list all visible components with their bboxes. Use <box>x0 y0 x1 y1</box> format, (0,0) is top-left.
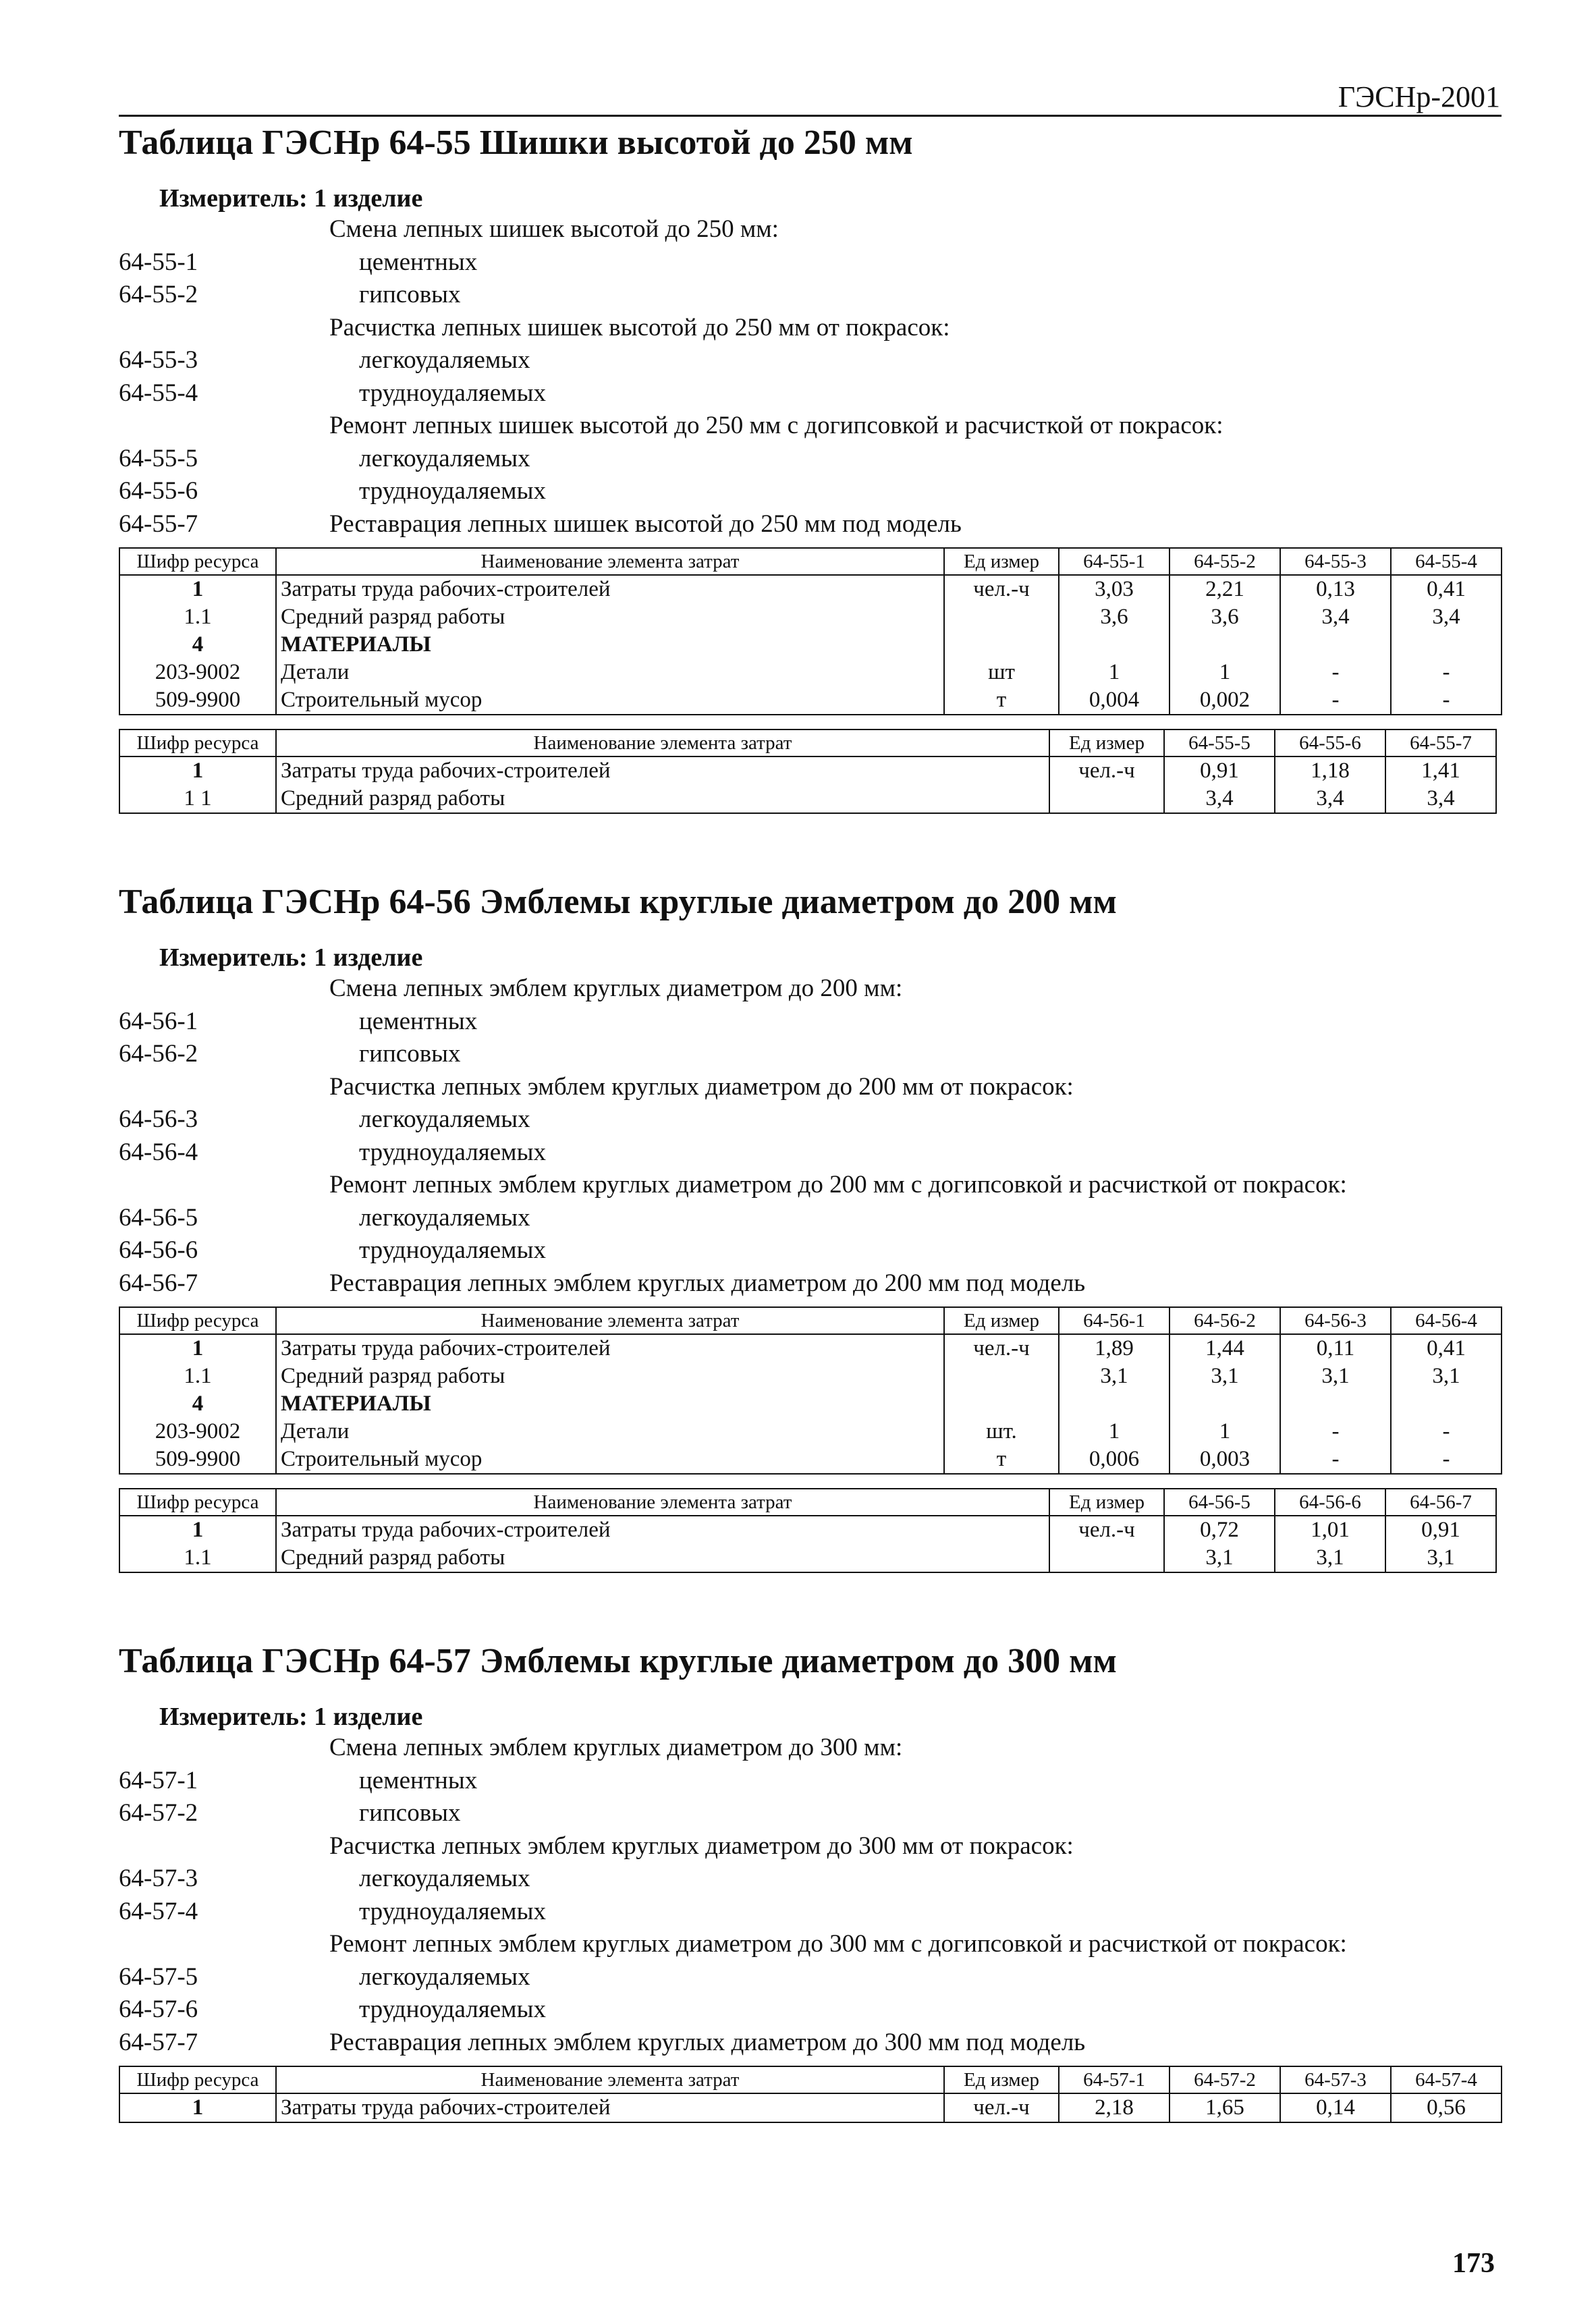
table-cell: чел.-ч <box>944 575 1059 603</box>
table-header-cell: Шифр ресурса <box>119 2066 276 2093</box>
norm-code: 64-55-5 <box>119 444 198 472</box>
table-cell: 0,72 <box>1164 1516 1275 1544</box>
table-cell: Затраты труда рабочих-строителей <box>276 2093 944 2122</box>
norm-text: легкоудаляемых <box>359 1203 530 1232</box>
norm-item <box>119 1896 1509 1929</box>
table-cell <box>1049 785 1164 813</box>
table-cell: 3,1 <box>1391 1363 1502 1390</box>
table-cell: 1 1 <box>119 785 276 813</box>
table-row <box>119 686 1502 715</box>
norm-code: 64-57-5 <box>119 1962 198 1991</box>
norm-code <box>119 1071 329 1104</box>
norm-text: трудноудаляемых <box>359 1897 546 1925</box>
table-cell: 0,006 <box>1059 1446 1170 1474</box>
table-cell: 3,1 <box>1059 1363 1170 1390</box>
table-cell: 3,6 <box>1059 603 1170 631</box>
norm-text: трудноудаляемых <box>359 1996 546 2023</box>
meter-line: Измеритель: 1 изделие <box>159 184 423 213</box>
table-header-cell: 64-57-2 <box>1170 2066 1280 2093</box>
table-cell: 203-9002 <box>119 1418 276 1446</box>
table-header-cell: 64-55-5 <box>1164 730 1275 756</box>
table-cell: 3,4 <box>1391 603 1502 631</box>
norm-code: 64-56-5 <box>119 1203 198 1232</box>
table-cell: 3,4 <box>1275 785 1385 813</box>
norm-item <box>119 312 1509 345</box>
table-cell: 1,18 <box>1275 756 1385 785</box>
table-cell: 1 <box>1170 1418 1280 1446</box>
norm-item <box>119 1103 1509 1136</box>
table-header-cell: 64-56-3 <box>1280 1307 1391 1334</box>
section-title: Таблица ГЭСНр 64-57 Эмблемы круглые диаметром до 300 мм <box>119 1642 1117 1680</box>
table-header-cell: 64-56-7 <box>1385 1489 1496 1516</box>
table-header-cell: Наименование элемента затрат <box>276 1307 944 1334</box>
table-cell: чел.-ч <box>944 1334 1059 1363</box>
table-cell: 0,41 <box>1391 1334 1502 1363</box>
table-header-cell: Ед измер <box>944 1307 1059 1334</box>
table-row <box>119 575 1502 603</box>
norm-text: Реставрация лепных эмблем круглых диаметром до 300 мм под модель <box>329 2028 1086 2056</box>
norm-item <box>119 1732 1509 1765</box>
resource-table <box>119 1488 1497 1573</box>
norm-code: 64-55-6 <box>119 477 198 505</box>
table-header-cell: 64-55-1 <box>1059 548 1170 575</box>
table-header-cell: 64-57-1 <box>1059 2066 1170 2093</box>
table-cell: 3,1 <box>1280 1363 1391 1390</box>
table-cell: 2,21 <box>1170 575 1280 603</box>
table-header-cell: 64-55-7 <box>1385 730 1496 756</box>
norm-item <box>119 213 1509 246</box>
norm-item <box>119 377 1509 410</box>
table-cell: Затраты труда рабочих-строителей <box>276 1334 944 1363</box>
table-cell: Средний разряд работы <box>276 1363 944 1390</box>
norm-text: легкоудаляемых <box>359 1105 530 1133</box>
table-cell: 1,65 <box>1170 2093 1280 2122</box>
table-cell: 3,6 <box>1170 603 1280 631</box>
table-row <box>119 785 1496 813</box>
table-header-cell: Ед измер <box>1049 730 1164 756</box>
table-cell <box>1049 1544 1164 1572</box>
norm-code: 64-56-6 <box>119 1236 198 1264</box>
section-64-55 <box>119 121 1509 814</box>
table-cell: 1 <box>1059 1418 1170 1446</box>
table-cell: 1,41 <box>1385 756 1496 785</box>
table-cell <box>944 603 1059 631</box>
table-header-cell: Ед измер <box>1049 1489 1164 1516</box>
table-cell: Затраты труда рабочих-строителей <box>276 1516 1049 1544</box>
table-header-cell: 64-56-2 <box>1170 1307 1280 1334</box>
table-cell: МАТЕРИАЛЫ <box>276 1390 944 1418</box>
meter-line: Измеритель: 1 изделие <box>159 1703 423 1731</box>
table-header-cell: 64-55-2 <box>1170 548 1280 575</box>
table-row <box>119 659 1502 686</box>
norm-code <box>119 1830 329 1863</box>
norm-item <box>119 1169 1509 1202</box>
norm-code <box>119 1169 329 1202</box>
norm-item <box>119 1797 1509 1830</box>
table-cell: 1 <box>119 2093 276 2122</box>
norm-code: 64-56-2 <box>119 1040 198 1068</box>
table-cell <box>944 631 1059 659</box>
table-cell: 0,91 <box>1164 756 1275 785</box>
norm-text: гипсовых <box>359 281 461 308</box>
table-cell: 4 <box>119 1390 276 1418</box>
table-cell: 203-9002 <box>119 659 276 686</box>
table-header-cell: 64-56-4 <box>1391 1307 1502 1334</box>
table-cell: 3,4 <box>1385 785 1496 813</box>
table-header-cell: Шифр ресурса <box>119 730 276 756</box>
table-header-cell: Наименование элемента затрат <box>276 2066 944 2093</box>
norm-text: Смена лепных эмблем круглых диаметром до 200 мм: <box>329 974 903 1002</box>
table-cell: 1,44 <box>1170 1334 1280 1363</box>
norm-text: цементных <box>359 1007 478 1035</box>
table-cell: - <box>1280 659 1391 686</box>
table-cell <box>1391 1390 1502 1418</box>
norm-code <box>119 1732 329 1765</box>
norm-item <box>119 2027 1509 2060</box>
table-cell: 509-9900 <box>119 686 276 715</box>
table-cell: 3,1 <box>1170 1363 1280 1390</box>
section-64-56 <box>119 881 1509 1573</box>
table-cell <box>944 1390 1059 1418</box>
table-row <box>119 1363 1502 1390</box>
table-header-cell: Наименование элемента затрат <box>276 730 1049 756</box>
table-header-cell: Шифр ресурса <box>119 1307 276 1334</box>
table-cell: 0,004 <box>1059 686 1170 715</box>
norm-text: Реставрация лепных шишек высотой до 250 мм под модель <box>329 510 962 538</box>
table-cell: 0,41 <box>1391 575 1502 603</box>
meter-line: Измеритель: 1 изделие <box>159 943 423 972</box>
table-header-row <box>119 730 1496 756</box>
table-cell: Детали <box>276 659 944 686</box>
norm-item <box>119 1267 1509 1300</box>
table-cell: 3,03 <box>1059 575 1170 603</box>
table-cell: 1.1 <box>119 1363 276 1390</box>
table-header-cell: 64-57-4 <box>1391 2066 1502 2093</box>
norm-item <box>119 1071 1509 1104</box>
norm-item <box>119 344 1509 377</box>
table-header-cell: 64-55-3 <box>1280 548 1391 575</box>
table-cell: Средний разряд работы <box>276 603 944 631</box>
norm-item <box>119 1863 1509 1896</box>
table-header-cell: 64-55-4 <box>1391 548 1502 575</box>
norm-code: 64-55-2 <box>119 281 198 308</box>
norm-code: 64-56-7 <box>119 1269 198 1297</box>
norm-item <box>119 1993 1509 2027</box>
table-cell <box>1280 631 1391 659</box>
norm-text: Ремонт лепных эмблем круглых диаметром до 200 мм с догипсовкой и расчисткой от покрасок: <box>329 1171 1347 1199</box>
table-row <box>119 1446 1502 1474</box>
norm-code <box>119 410 329 443</box>
table-cell <box>1391 631 1502 659</box>
norm-text: легкоудаляемых <box>359 444 530 472</box>
table-row <box>119 1418 1502 1446</box>
section-64-57 <box>119 1640 1509 2123</box>
table-cell: 1,89 <box>1059 1334 1170 1363</box>
table-cell: 0,11 <box>1280 1334 1391 1363</box>
norm-text: Ремонт лепных эмблем круглых диаметром до 300 мм с догипсовкой и расчисткой от покрасок: <box>329 1930 1347 1958</box>
norm-code: 64-57-2 <box>119 1799 198 1827</box>
norm-item <box>119 279 1509 312</box>
norm-text: цементных <box>359 248 478 276</box>
norm-text: Реставрация лепных эмблем круглых диаметром до 200 мм под модель <box>329 1269 1086 1297</box>
table-cell: 1 <box>119 575 276 603</box>
table-cell: чел.-ч <box>1049 1516 1164 1544</box>
table-cell <box>944 1363 1059 1390</box>
norm-text: Расчистка лепных эмблем круглых диаметром до 300 мм от покрасок: <box>329 1832 1074 1860</box>
norm-list <box>119 213 1509 541</box>
norm-code <box>119 1928 329 1961</box>
table-cell: 3,1 <box>1275 1544 1385 1572</box>
norm-item <box>119 1006 1509 1039</box>
table-row <box>119 1390 1502 1418</box>
norm-item <box>119 443 1509 476</box>
table-cell: Затраты труда рабочих-строителей <box>276 756 1049 785</box>
table-header-cell: Шифр ресурса <box>119 548 276 575</box>
table-cell: т <box>944 686 1059 715</box>
table-header-cell: 64-55-6 <box>1275 730 1385 756</box>
table-cell: 0,002 <box>1170 686 1280 715</box>
norm-item <box>119 475 1509 508</box>
table-cell: 4 <box>119 631 276 659</box>
norm-item <box>119 972 1509 1006</box>
norm-item <box>119 1928 1509 1961</box>
table-header-cell: 64-56-5 <box>1164 1489 1275 1516</box>
resource-table <box>119 547 1502 715</box>
table-cell: шт. <box>944 1418 1059 1446</box>
table-cell: 1,01 <box>1275 1516 1385 1544</box>
norm-code: 64-56-3 <box>119 1105 198 1133</box>
table-cell <box>1170 1390 1280 1418</box>
table-cell: 1.1 <box>119 603 276 631</box>
norm-text: Ремонт лепных шишек высотой до 250 мм с догипсовкой и расчисткой от покрасок: <box>329 412 1223 439</box>
norm-code: 64-57-1 <box>119 1766 198 1794</box>
table-header-cell: 64-56-1 <box>1059 1307 1170 1334</box>
table-cell <box>1170 631 1280 659</box>
table-cell: - <box>1280 686 1391 715</box>
table-cell: 1 <box>119 1334 276 1363</box>
norm-text: цементных <box>359 1766 478 1794</box>
norm-code <box>119 213 329 246</box>
norm-code: 64-57-7 <box>119 2028 198 2056</box>
table-cell: 1 <box>119 1516 276 1544</box>
page-number: 173 <box>1452 2248 1495 2279</box>
norm-text: Расчистка лепных шишек высотой до 250 мм от покрасок: <box>329 313 950 341</box>
norm-item <box>119 1234 1509 1267</box>
table-row <box>119 756 1496 785</box>
section-title: Таблица ГЭСНр 64-56 Эмблемы круглые диаметром до 200 мм <box>119 883 1117 921</box>
table-header-cell: Шифр ресурса <box>119 1489 276 1516</box>
norm-text: трудноудаляемых <box>359 477 546 505</box>
table-cell: 0,13 <box>1280 575 1391 603</box>
table-cell: т <box>944 1446 1059 1474</box>
table-cell: Средний разряд работы <box>276 785 1049 813</box>
table-cell: - <box>1391 1418 1502 1446</box>
norm-text: трудноудаляемых <box>359 1138 546 1166</box>
table-cell: 0,56 <box>1391 2093 1502 2122</box>
resource-table <box>119 1306 1502 1475</box>
norm-text: Смена лепных эмблем круглых диаметром до 300 мм: <box>329 1734 903 1761</box>
norm-code: 64-57-3 <box>119 1865 198 1892</box>
table-cell: 0,91 <box>1385 1516 1496 1544</box>
table-header-cell: Ед измер <box>944 2066 1059 2093</box>
table-header-row <box>119 548 1502 575</box>
norm-code: 64-55-3 <box>119 346 198 374</box>
table-cell <box>1059 631 1170 659</box>
table-cell: - <box>1391 686 1502 715</box>
resource-table <box>119 729 1497 814</box>
norm-item <box>119 1136 1509 1169</box>
table-cell: - <box>1391 659 1502 686</box>
norm-text: Расчистка лепных эмблем круглых диаметром до 200 мм от покрасок: <box>329 1072 1074 1101</box>
table-cell: - <box>1280 1446 1391 1474</box>
table-cell: - <box>1280 1418 1391 1446</box>
section-title: Таблица ГЭСНр 64-55 Шишки высотой до 250 мм <box>119 123 913 162</box>
norm-code: 64-55-1 <box>119 248 198 276</box>
resource-table <box>119 2066 1502 2123</box>
norm-code: 64-55-7 <box>119 510 198 538</box>
table-cell: 1 <box>1059 659 1170 686</box>
table-cell: 3,4 <box>1280 603 1391 631</box>
table-cell: Строительный мусор <box>276 1446 944 1474</box>
norm-item <box>119 246 1509 279</box>
norm-text: легкоудаляемых <box>359 1865 530 1892</box>
norm-text: гипсовых <box>359 1040 461 1068</box>
table-header-row <box>119 1489 1496 1516</box>
table-cell <box>1280 1390 1391 1418</box>
table-header-row <box>119 2066 1502 2093</box>
table-row <box>119 1516 1496 1544</box>
norm-code: 64-57-4 <box>119 1897 198 1925</box>
norm-code: 64-55-4 <box>119 379 198 407</box>
table-cell: Строительный мусор <box>276 686 944 715</box>
norm-item <box>119 1202 1509 1235</box>
table-row <box>119 1544 1496 1572</box>
norm-code <box>119 972 329 1006</box>
norm-text: трудноудаляемых <box>359 379 546 407</box>
table-cell: шт <box>944 659 1059 686</box>
table-cell: 1.1 <box>119 1544 276 1572</box>
norm-text: легкоудаляемых <box>359 1962 530 1991</box>
norm-item <box>119 410 1509 443</box>
norm-item <box>119 1830 1509 1863</box>
table-cell: 1 <box>1170 659 1280 686</box>
norm-code: 64-56-4 <box>119 1138 198 1166</box>
norm-item <box>119 1961 1509 1994</box>
table-header-cell: 64-57-3 <box>1280 2066 1391 2093</box>
table-cell: 0,14 <box>1280 2093 1391 2122</box>
table-cell: 1 <box>119 756 276 785</box>
document-header: ГЭСНр-2001 <box>1338 80 1500 113</box>
table-header-row <box>119 1307 1502 1334</box>
table-cell: 3,1 <box>1385 1544 1496 1572</box>
table-cell: Затраты труда рабочих-строителей <box>276 575 944 603</box>
norm-text: гипсовых <box>359 1799 461 1827</box>
table-row <box>119 631 1502 659</box>
table-header-cell: Наименование элемента затрат <box>276 548 944 575</box>
norm-text: Смена лепных шишек высотой до 250 мм: <box>329 215 779 243</box>
norm-code <box>119 312 329 345</box>
table-cell: 3,4 <box>1164 785 1275 813</box>
table-row <box>119 603 1502 631</box>
table-header-cell: Наименование элемента затрат <box>276 1489 1049 1516</box>
norm-list <box>119 1732 1509 2059</box>
header-rule <box>119 115 1502 117</box>
table-cell: Детали <box>276 1418 944 1446</box>
norm-item <box>119 1765 1509 1798</box>
table-cell: чел.-ч <box>1049 756 1164 785</box>
norm-code: 64-57-6 <box>119 1996 198 2023</box>
table-cell: 0,003 <box>1170 1446 1280 1474</box>
table-cell <box>1059 1390 1170 1418</box>
norm-list <box>119 972 1509 1300</box>
norm-text: легкоудаляемых <box>359 346 530 374</box>
table-row <box>119 2093 1502 2122</box>
table-cell: МАТЕРИАЛЫ <box>276 631 944 659</box>
table-cell: 509-9900 <box>119 1446 276 1474</box>
table-row <box>119 1334 1502 1363</box>
table-cell: Средний разряд работы <box>276 1544 1049 1572</box>
table-header-cell: 64-56-6 <box>1275 1489 1385 1516</box>
table-header-cell: Ед измер <box>944 548 1059 575</box>
norm-item <box>119 508 1509 541</box>
table-cell: чел.-ч <box>944 2093 1059 2122</box>
table-cell: 3,1 <box>1164 1544 1275 1572</box>
norm-text: трудноудаляемых <box>359 1236 546 1264</box>
norm-code: 64-56-1 <box>119 1007 198 1035</box>
table-cell: - <box>1391 1446 1502 1474</box>
norm-item <box>119 1038 1509 1071</box>
table-cell: 2,18 <box>1059 2093 1170 2122</box>
